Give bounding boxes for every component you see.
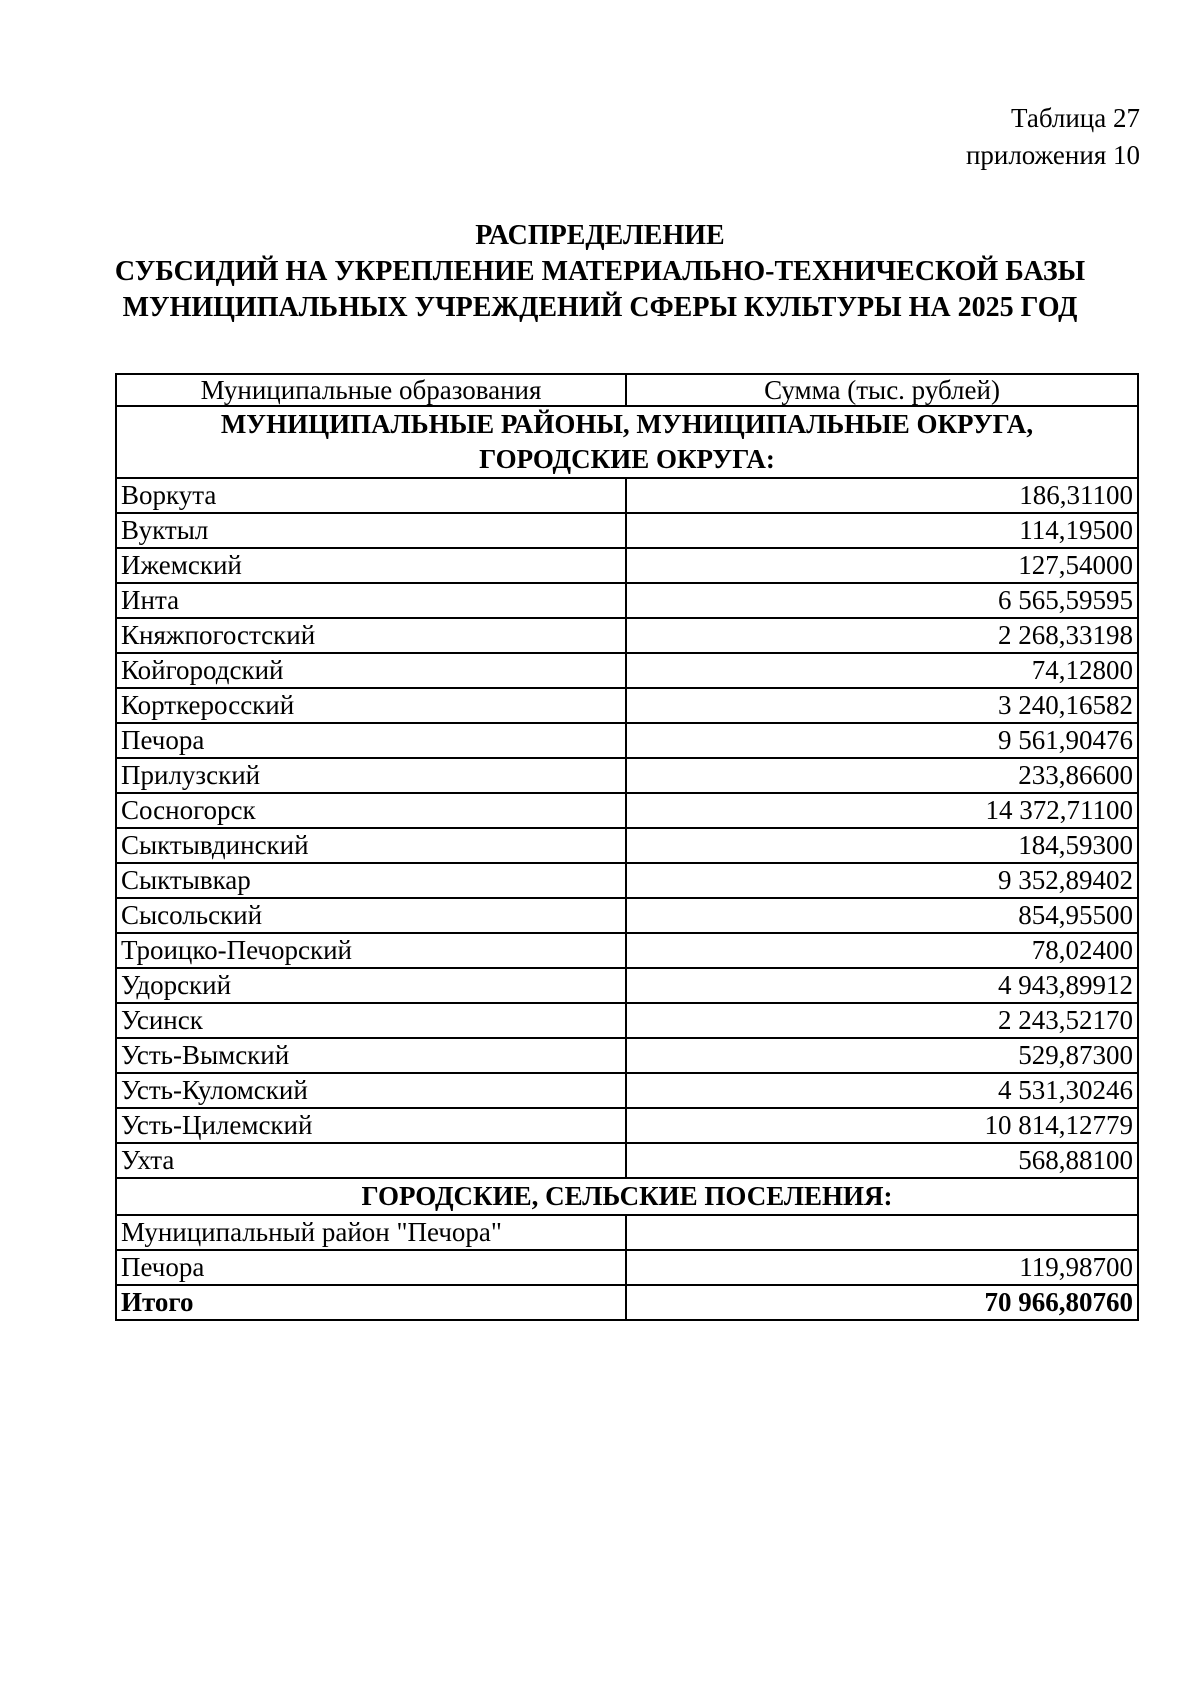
section-districts-header xyxy=(116,406,1138,478)
table-row xyxy=(116,863,1138,898)
total-row xyxy=(116,1285,1138,1320)
table-row xyxy=(116,1003,1138,1038)
municipality-name: Воркута xyxy=(116,478,626,513)
section-districts-line-2: ГОРОДСКИЕ ОКРУГА: xyxy=(479,444,775,474)
subsidy-amount: 854,95500 xyxy=(626,898,1138,933)
appendix-number: приложения 10 xyxy=(965,140,1140,170)
subsidy-amount: 4 531,30246 xyxy=(626,1073,1138,1108)
title-line-3: МУНИЦИПАЛЬНЫХ УЧРЕЖДЕНИЙ СФЕРЫ КУЛЬТУРЫ НА 2025 ГОД xyxy=(122,292,1078,323)
municipality-name: Корткеросский xyxy=(116,688,626,723)
municipality-name: Ижемский xyxy=(116,548,626,583)
subsidy-amount: 6 565,59595 xyxy=(626,583,1138,618)
table-number: Таблица 27 xyxy=(1011,103,1140,133)
section-settlements-header xyxy=(116,1178,1138,1215)
municipality-name: Удорский xyxy=(116,968,626,1003)
municipality-name: Усть-Куломский xyxy=(116,1073,626,1108)
table-row xyxy=(116,1143,1138,1178)
subsidy-amount: 127,54000 xyxy=(626,548,1138,583)
table-row xyxy=(116,478,1138,513)
municipality-name: Муниципальный район "Печора" xyxy=(116,1215,626,1250)
table-row xyxy=(116,618,1138,653)
subsidy-amount: 186,31100 xyxy=(626,478,1138,513)
table-row xyxy=(116,758,1138,793)
municipality-name: Сыктывкар xyxy=(116,863,626,898)
distribution-table xyxy=(115,373,1139,1321)
header-municipality: Муниципальные образования xyxy=(116,374,626,406)
subsidy-amount: 74,12800 xyxy=(626,653,1138,688)
table-row xyxy=(116,1250,1138,1285)
subsidy-amount: 78,02400 xyxy=(626,933,1138,968)
subsidy-amount: 2 243,52170 xyxy=(626,1003,1138,1038)
table-row xyxy=(116,968,1138,1003)
subsidy-amount: 529,87300 xyxy=(626,1038,1138,1073)
subsidy-amount: 119,98700 xyxy=(626,1250,1138,1285)
municipality-name: Троицко-Печорский xyxy=(116,933,626,968)
municipality-name: Ухта xyxy=(116,1143,626,1178)
subsidy-amount: 233,86600 xyxy=(626,758,1138,793)
table-row xyxy=(116,723,1138,758)
municipality-name: Усть-Цилемский xyxy=(116,1108,626,1143)
table-row xyxy=(116,513,1138,548)
appendix-reference xyxy=(966,100,1140,174)
table-row xyxy=(116,933,1138,968)
municipality-name: Усть-Вымский xyxy=(116,1038,626,1073)
distribution-table-body xyxy=(116,374,1138,1320)
header-amount: Сумма (тыс. рублей) xyxy=(626,374,1138,406)
section-settlements-cell: ГОРОДСКИЕ, СЕЛЬСКИЕ ПОСЕЛЕНИЯ: xyxy=(116,1178,1138,1215)
municipality-name: Сыктывдинский xyxy=(116,828,626,863)
municipality-name: Печора xyxy=(116,1250,626,1285)
subsidy-amount: 14 372,71100 xyxy=(626,793,1138,828)
table-row xyxy=(116,1073,1138,1108)
table-row xyxy=(116,548,1138,583)
municipality-name: Инта xyxy=(116,583,626,618)
section-districts-line-1: МУНИЦИПАЛЬНЫЕ РАЙОНЫ, МУНИЦИПАЛЬНЫЕ ОКРУГА, xyxy=(220,409,1034,439)
total-amount: 70 966,80760 xyxy=(626,1285,1138,1320)
title-line-2: СУБСИДИЙ НА УКРЕПЛЕНИЕ МАТЕРИАЛЬНО-ТЕХНИЧЕСКОЙ БАЗЫ xyxy=(114,256,1086,287)
subsidy-amount: 3 240,16582 xyxy=(626,688,1138,723)
table-row xyxy=(116,1108,1138,1143)
table-row xyxy=(116,583,1138,618)
total-label: Итого xyxy=(116,1285,626,1320)
subsidy-amount: 114,19500 xyxy=(626,513,1138,548)
subsidy-amount: 9 352,89402 xyxy=(626,863,1138,898)
municipality-name: Прилузский xyxy=(116,758,626,793)
table-row xyxy=(116,828,1138,863)
subsidy-amount xyxy=(626,1215,1138,1250)
table-row xyxy=(116,898,1138,933)
table-row xyxy=(116,1038,1138,1073)
subsidy-amount: 2 268,33198 xyxy=(626,618,1138,653)
municipality-name: Вуктыл xyxy=(116,513,626,548)
subsidy-amount: 9 561,90476 xyxy=(626,723,1138,758)
municipality-name: Княжпогостский xyxy=(116,618,626,653)
title-line-1: РАСПРЕДЕЛЕНИЕ xyxy=(475,220,725,251)
subsidy-amount: 184,59300 xyxy=(626,828,1138,863)
table-header-row xyxy=(116,374,1138,406)
table-row xyxy=(116,653,1138,688)
table-row xyxy=(116,793,1138,828)
municipality-name: Печора xyxy=(116,723,626,758)
section-districts-cell xyxy=(116,406,1138,478)
municipality-name: Усинск xyxy=(116,1003,626,1038)
subsidy-amount: 4 943,89912 xyxy=(626,968,1138,1003)
subsidy-amount: 568,88100 xyxy=(626,1143,1138,1178)
document-title xyxy=(0,218,1200,326)
table-row xyxy=(116,1215,1138,1250)
subsidy-amount: 10 814,12779 xyxy=(626,1108,1138,1143)
municipality-name: Сосногорск xyxy=(116,793,626,828)
municipality-name: Койгородский xyxy=(116,653,626,688)
table-row xyxy=(116,688,1138,723)
municipality-name: Сысольский xyxy=(116,898,626,933)
